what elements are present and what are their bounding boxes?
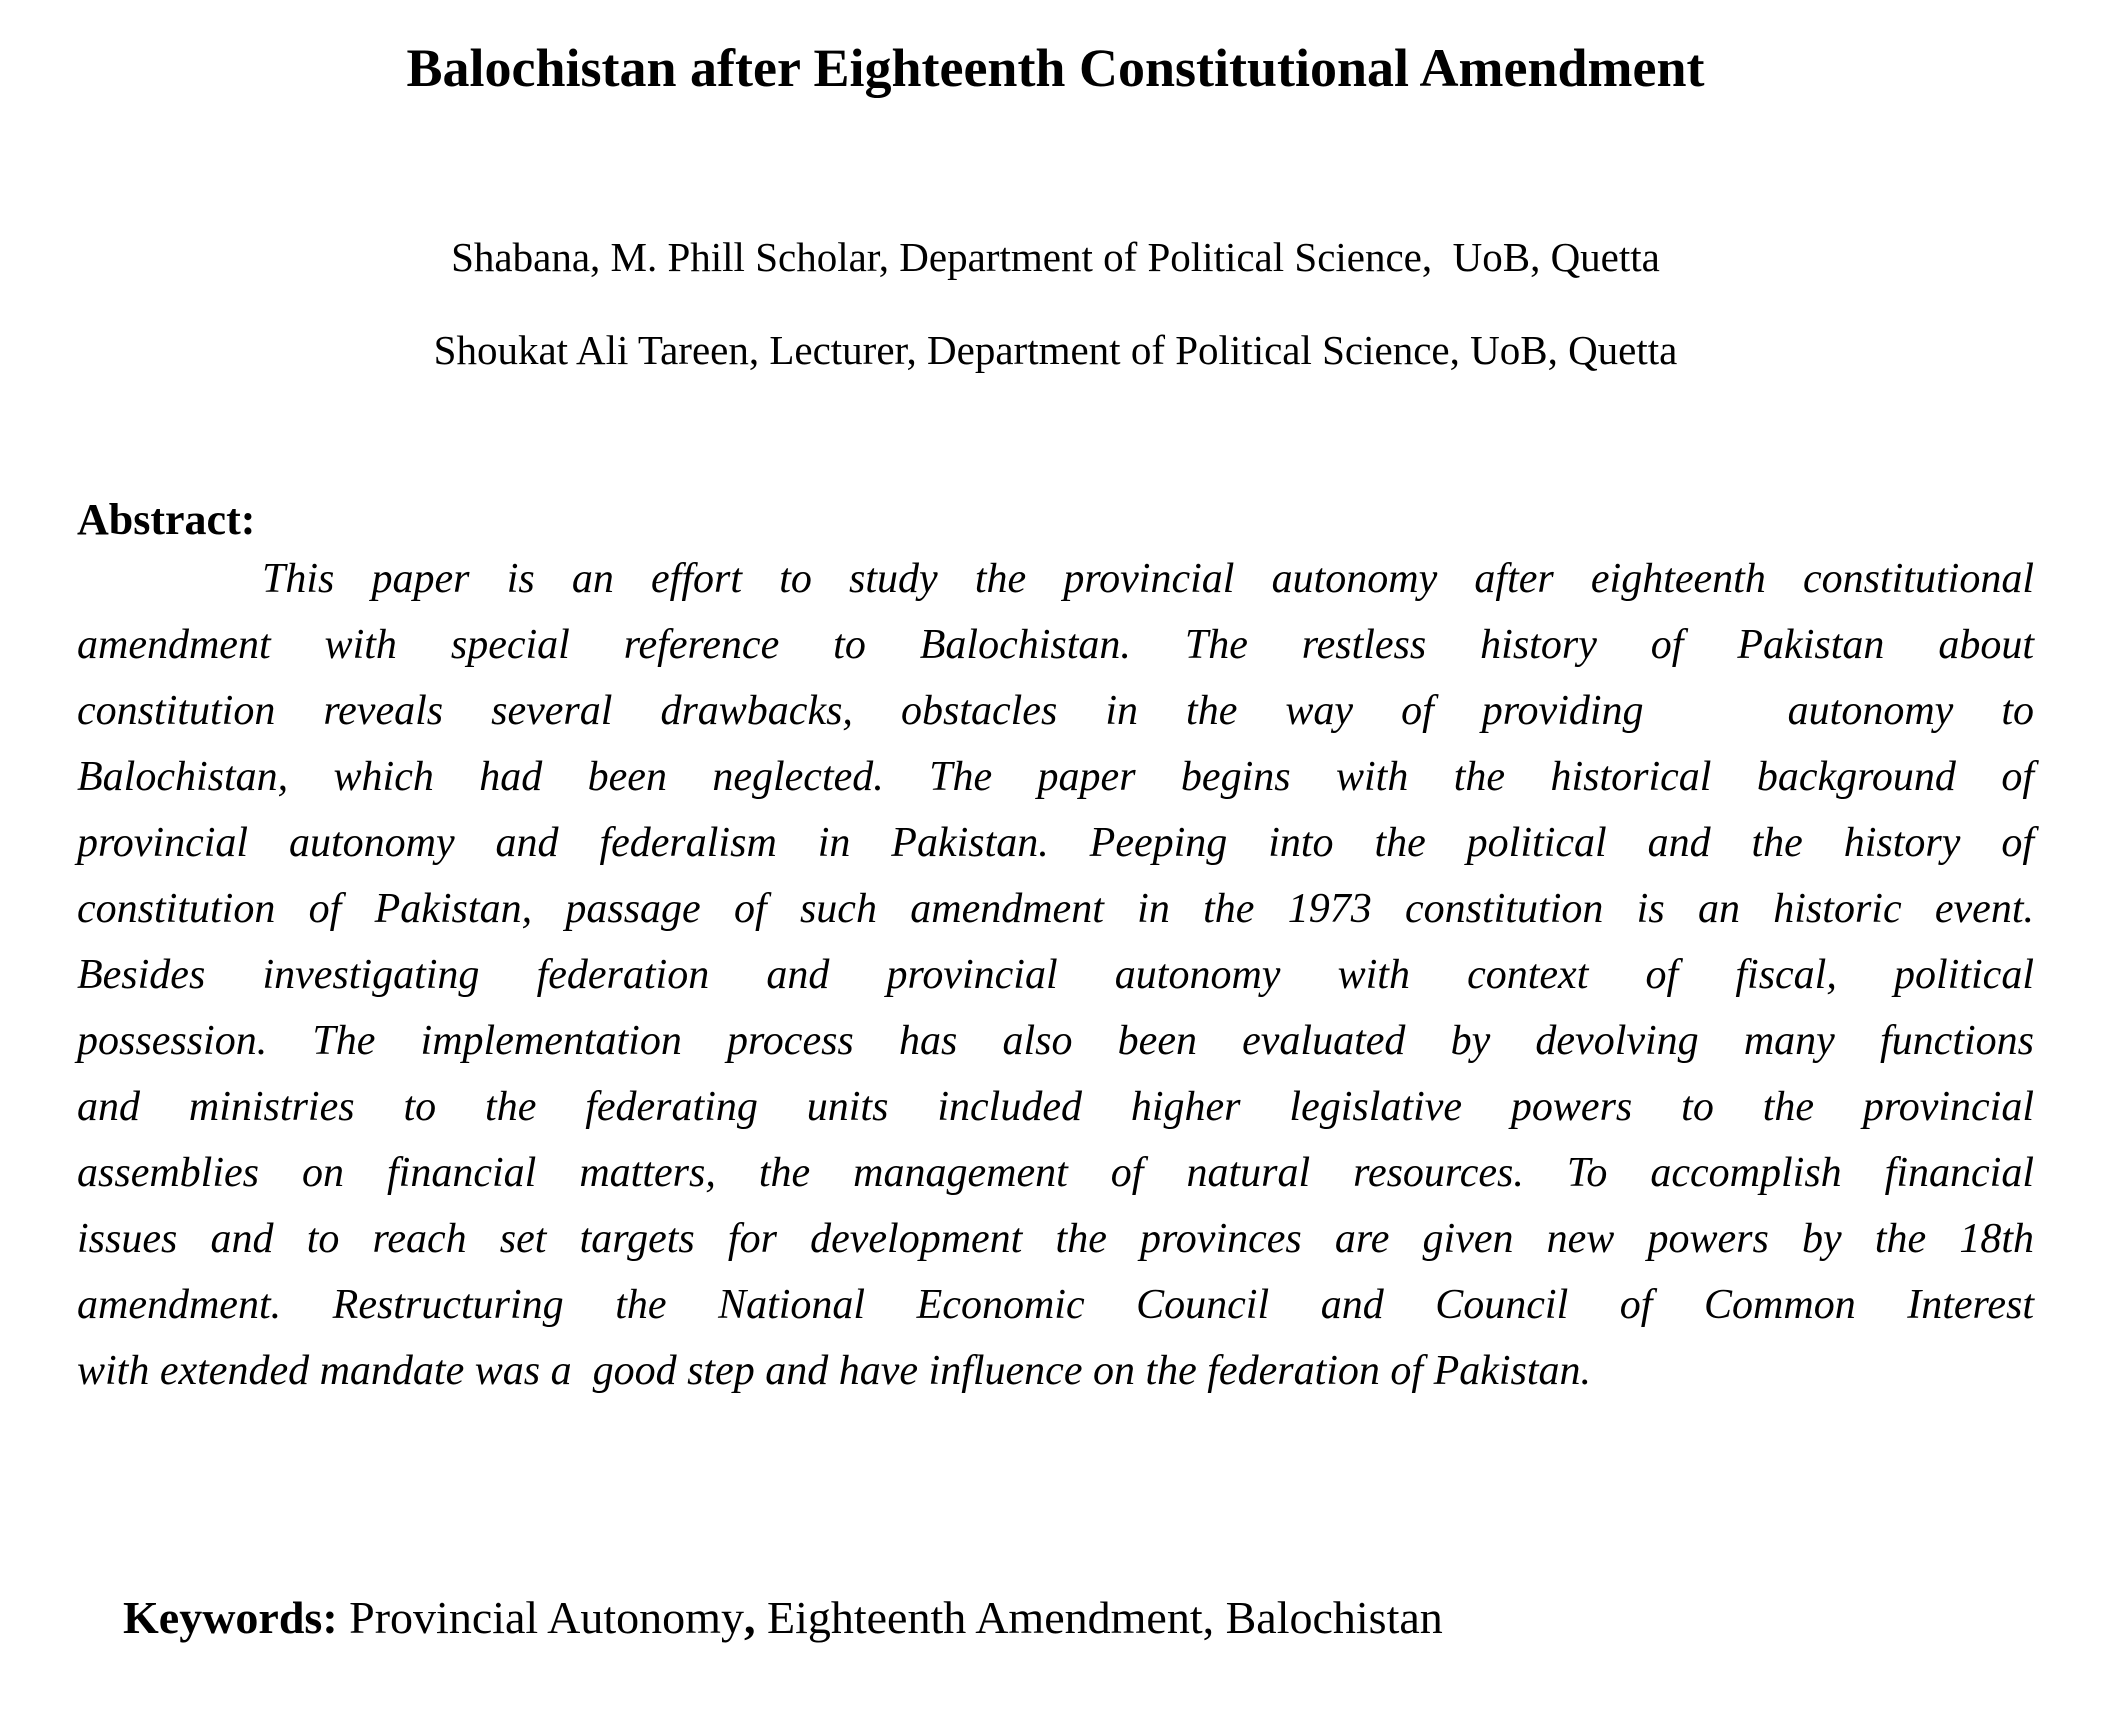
paper-title: Balochistan after Eighteenth Constitutional Amendment [406,38,1705,98]
abstract-line: This paper is an effort to study the provincial autonomy after eighteenth constitutional [262,555,2034,602]
paper-page [0,36,2106,1709]
abstract-line: constitution of Pakistan, passage of such amendment in the 1973 constitution is an historic event. [77,885,2034,932]
abstract-line: possession. The implementation process has also been evaluated by devolving many functions [77,1017,2034,1064]
abstract-line: and ministries to the federating units included higher legislative powers to the provincial [77,1083,2034,1130]
abstract-line: Balochistan, which had been neglected. The paper begins with the historical background of [77,753,2034,800]
keywords-label: Keywords: [123,1591,338,1643]
abstract-line: constitution reveals several drawbacks, obstacles in the way of providing autonomy to [77,687,2034,734]
author-line-1: Shabana, M. Phill Scholar, Department of Political Science, UoB, Quetta [451,233,1660,280]
abstract-line: assemblies on financial matters, the management of natural resources. To accomplish financial [77,1149,2034,1196]
author-line-2: Shoukat Ali Tareen, Lecturer, Department of Political Science, UoB, Quetta [433,326,1678,373]
abstract-line: issues and to reach set targets for development the provinces are given new powers by the 18th [77,1215,2034,1262]
keywords-text-1: Provincial Autonomy [337,1591,744,1643]
abstract-line: amendment. Restructuring the National Economic Council and Council of Common Interest [77,1281,2034,1328]
keywords-line [77,1535,2034,1700]
abstract-line: amendment with special reference to Balochistan. The restless history of Pakistan about [77,621,2034,668]
abstract-line: Besides investigating federation and provincial autonomy with context of fiscal, political [77,951,2034,998]
abstract-line: with extended mandate was a good step and have influence on the federation of Pakistan. [77,1347,1592,1394]
keywords-text-2: Eighteenth Amendment, Balochistan [755,1591,1443,1643]
abstract-line: provincial autonomy and federalism in Pakistan. Peeping into the political and the history of [77,819,2034,866]
keywords-bold-comma: , [743,1591,756,1643]
abstract-paragraph [77,546,2034,1404]
abstract-heading: Abstract: [77,494,256,544]
